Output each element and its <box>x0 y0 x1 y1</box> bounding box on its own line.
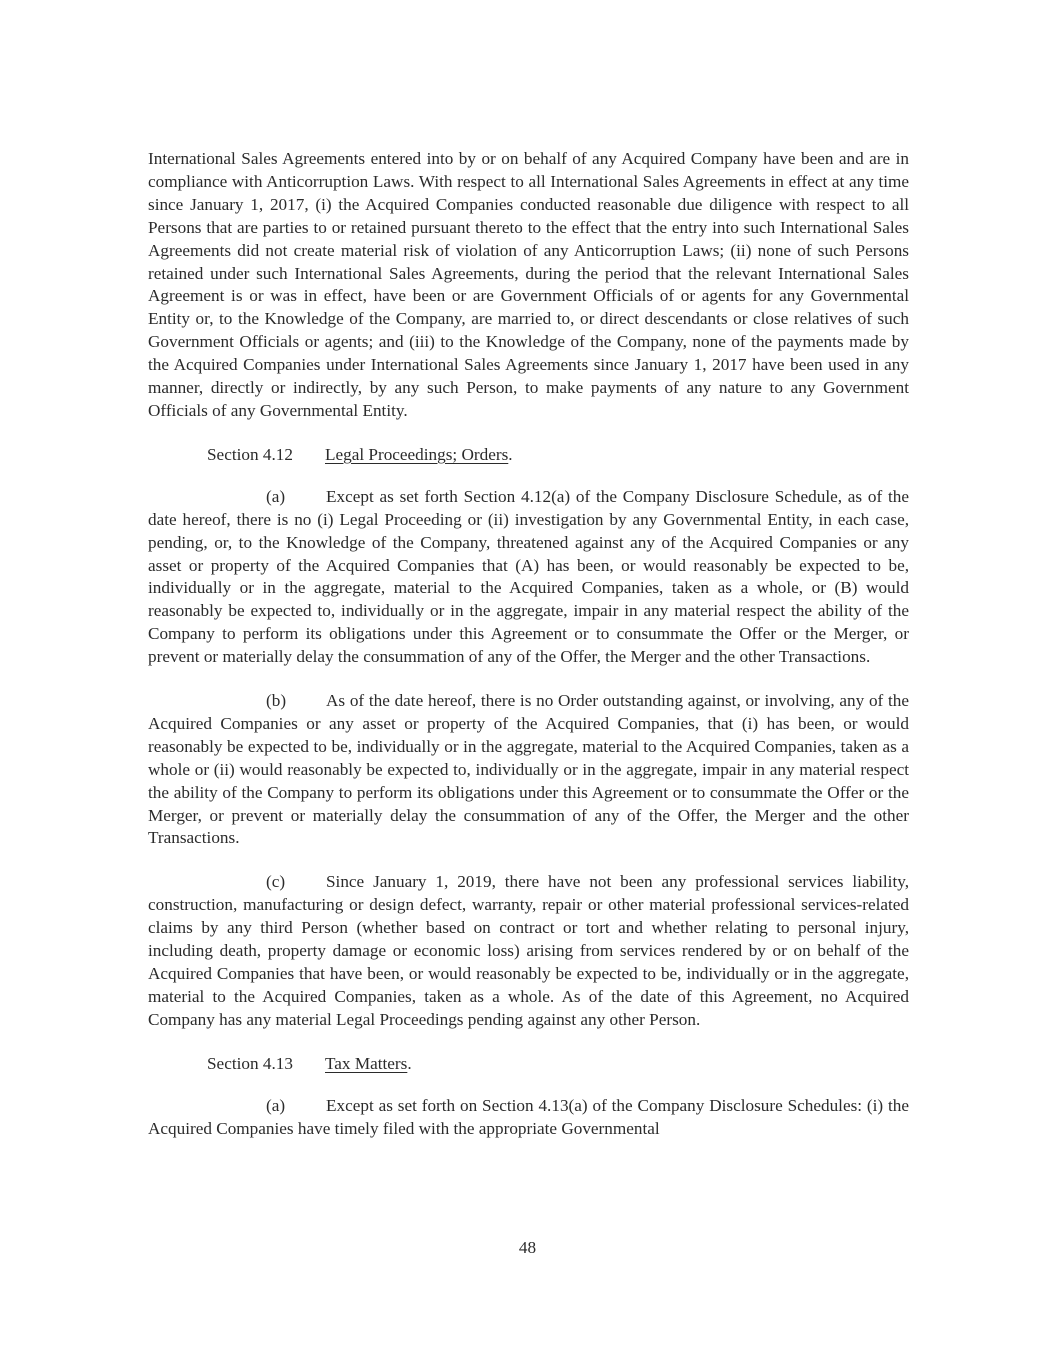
document-page <box>148 148 909 1140</box>
intro-paragraph: International Sales Agreements entered into by or on behalf of any Acquired Company have been and are in compliance with Anticorruption Laws. With respect to all International Sales Agreements in effect at any time since January 1, 2017, (i) the Acquired Companies conducted reasonable due diligence with respect to all Persons that are parties to or retained pursuant thereto to the effect that the entry into such International Sales Agreements did not create material risk of violation of any Anticorruption Laws; (ii) none of such Persons retained under such International Sales Agreements, during the period that the relevant International Sales Agreement is or was in effect, have been or are Government Officials of or agents for any Governmental Entity or, to the Knowledge of the Company, are married to, or direct descendants or close relatives of such Government Officials or agents; and (iii) to the Knowledge of the Company, none of the payments made by the Acquired Companies under International Sales Agreements since January 1, 2017 have been used in any manner, directly or indirectly, by any such Person, to make payments of any nature to any Government Officials of any Governmental Entity. <box>148 149 909 420</box>
section-4-12-item-b <box>148 690 909 850</box>
item-label: (c) <box>266 872 286 892</box>
section-4-12-item-c <box>148 871 909 1031</box>
section-4-12-heading: Section 4.12 Legal Proceedings; Orders. <box>207 444 909 467</box>
section-4-12-item-a <box>148 486 909 669</box>
section-4-13-heading: Section 4.13 Tax Matters. <box>207 1053 909 1076</box>
section-4-13-number: Section 4.13 <box>207 1053 293 1073</box>
item-label: (b) <box>266 691 287 711</box>
section-4-13-item-a <box>148 1095 909 1141</box>
item-text: Except as set forth Section 4.12(a) of the Company Disclosure Schedule, as of the date hereof, there is no (i) Legal Proceeding or (ii) investigation by any Governmental Entity, in each case, pending, or, to the Knowledge of the Company, threatened against any of the Acquired Companies or any asset or property of the Acquired Companies that (A) has been, or would reasonably be expected to be, individually or in the aggregate, material to the Acquired Companies, taken as a whole, or (B) would reasonably be expected to, individually or in the aggregate, impair in any material respect the ability of the Company to perform its obligations under this Agreement or to consummate the Offer or the Merger, or prevent or materially delay the consummation of any of the Offer, the Merger and the other Transactions. <box>148 486 909 667</box>
section-4-13-title: Tax Matters <box>325 1053 408 1073</box>
item-label: (a) <box>266 1095 286 1115</box>
section-4-12-title: Legal Proceedings; Orders <box>325 444 509 464</box>
item-text: Since January 1, 2019, there have not been any professional services liability, construction, manufacturing or design defect, warranty, repair or other material professional services-related claims by any third Person (whether based on contract or tort and whether relating to personal injury, including death, property damage or economic loss) arising from services rendered by or on behalf of the Acquired Companies that have been, or would reasonably be expected to be, individually or in the aggregate, material to the Acquired Companies, taken as a whole. As of the date of this Agreement, no Acquired Company has any material Legal Proceedings pending against any other Person. <box>148 872 909 1029</box>
item-text: Except as set forth on Section 4.13(a) of the Company Disclosure Schedules: (i) the Acquired Companies have timely filed with the appropriate Governmental <box>148 1095 909 1138</box>
item-text: As of the date hereof, there is no Order outstanding against, or involving, any of the Acquired Companies or any asset or property of the Acquired Companies, that (i) has been, or would reasonably be expected to be, individually or in the aggregate, material to the Acquired Companies, taken as a whole or (ii) would reasonably be expected to, individually or in the aggregate, impair in any material respect the ability of the Company to perform its obligations under this Agreement or to consummate the Offer or the Merger, or prevent or materially delay the consummation of any of the Offer, the Merger and the other Transactions. <box>148 691 909 848</box>
section-4-12-number: Section 4.12 <box>207 444 293 464</box>
item-label: (a) <box>266 486 286 506</box>
page-number: 48 <box>518 1238 537 1257</box>
